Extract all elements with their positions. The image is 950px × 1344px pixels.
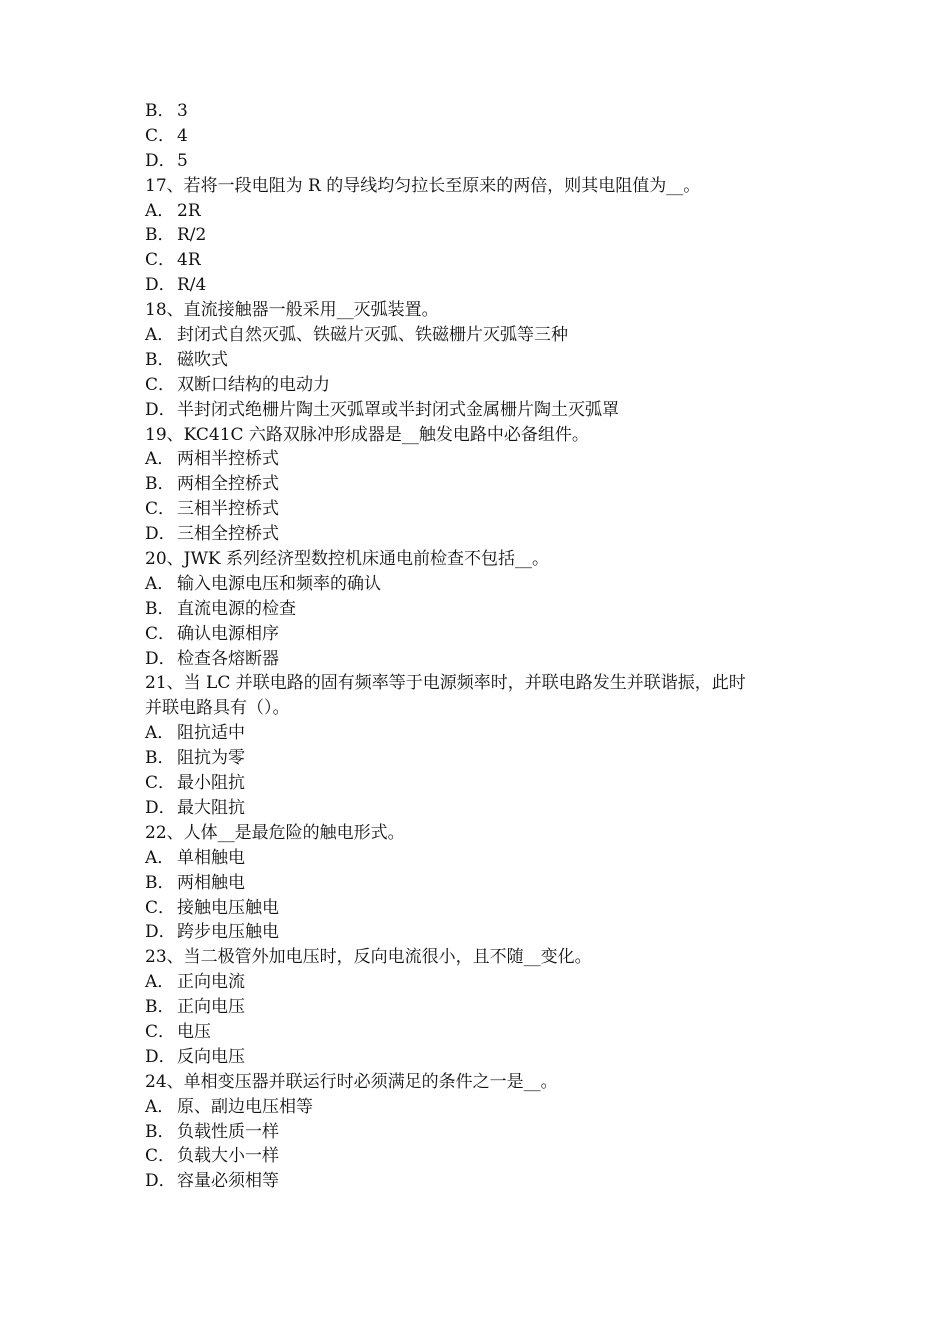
option-text: R/2 <box>177 225 207 246</box>
option-text: 电压 <box>177 1021 211 1042</box>
answer-option <box>145 746 825 771</box>
option-text: 封闭式自然灭弧、铁磁片灭弧、铁磁栅片灭弧等三种 <box>177 325 568 346</box>
answer-option <box>145 622 825 647</box>
option-letter: D． <box>145 922 176 943</box>
answer-option <box>145 597 825 622</box>
option-text: 4 <box>177 125 188 146</box>
option-letter: B． <box>145 1121 175 1142</box>
option-text: 原、副边电压相等 <box>177 1096 313 1117</box>
option-letter: B． <box>145 997 175 1018</box>
option-letter: D． <box>145 1046 176 1067</box>
question-text: 24、单相变压器并联运行时必须满足的条件之一是__。 <box>145 1071 558 1092</box>
answer-option <box>145 273 825 298</box>
option-letter: A． <box>145 573 175 594</box>
option-letter: A． <box>145 200 175 221</box>
option-text: 最大阻抗 <box>177 797 245 818</box>
answer-option <box>145 323 825 348</box>
option-text: 最小阻抗 <box>177 773 245 794</box>
option-letter: D． <box>145 150 176 171</box>
option-text: 2R <box>177 200 201 221</box>
option-text: 容量必须相等 <box>177 1171 279 1192</box>
option-text: 正向电压 <box>177 997 245 1018</box>
answer-option <box>145 1144 825 1169</box>
answer-option <box>145 373 825 398</box>
option-letter: B． <box>145 474 175 495</box>
option-text: 跨步电压触电 <box>177 922 279 943</box>
answer-option <box>145 995 825 1020</box>
option-letter: C． <box>145 1021 176 1042</box>
question-text: 22、人体__是最危险的触电形式。 <box>145 822 405 843</box>
option-letter: C． <box>145 125 176 146</box>
option-text: 阻抗为零 <box>177 748 245 769</box>
answer-option <box>145 647 825 672</box>
option-letter: A． <box>145 1096 175 1117</box>
answer-option <box>145 1095 825 1120</box>
option-text: 确认电源相序 <box>177 623 279 644</box>
option-letter: D． <box>145 648 176 669</box>
option-letter: D． <box>145 524 176 545</box>
answer-option <box>145 572 825 597</box>
option-letter: A． <box>145 847 175 868</box>
answer-option <box>145 124 825 149</box>
option-text: 双断口结构的电动力 <box>177 374 330 395</box>
answer-option <box>145 846 825 871</box>
option-text: 输入电源电压和频率的确认 <box>177 573 381 594</box>
option-letter: B． <box>145 225 175 246</box>
question-text: 21、当 LC 并联电路的固有频率等于电源频率时，并联电路发生并联谐振，此时 <box>145 673 746 694</box>
answer-option <box>145 771 825 796</box>
question-list <box>145 99 825 1194</box>
option-text: 三相半控桥式 <box>177 499 279 520</box>
option-letter: A． <box>145 723 175 744</box>
option-text: 三相全控桥式 <box>177 524 279 545</box>
answer-option <box>145 223 825 248</box>
answer-option <box>145 398 825 423</box>
option-text: 负载性质一样 <box>177 1121 279 1142</box>
option-text: 两相触电 <box>177 872 245 893</box>
option-text: 两相全控桥式 <box>177 474 279 495</box>
option-letter: B． <box>145 598 175 619</box>
option-text: 阻抗适中 <box>177 723 245 744</box>
option-letter: B． <box>145 101 175 121</box>
option-letter: C． <box>145 773 176 794</box>
option-text: 检查各熔断器 <box>177 648 279 669</box>
answer-option <box>145 721 825 746</box>
answer-option <box>145 522 825 547</box>
answer-option <box>145 447 825 472</box>
option-letter: B． <box>145 349 175 370</box>
answer-option <box>145 199 825 224</box>
option-letter: C． <box>145 250 176 271</box>
option-text: 4R <box>177 250 201 271</box>
option-text: 两相半控桥式 <box>177 449 279 470</box>
option-letter: C． <box>145 897 176 918</box>
answer-option <box>145 472 825 497</box>
option-letter: D． <box>145 797 176 818</box>
answer-option <box>145 1020 825 1045</box>
option-letter: A． <box>145 325 175 346</box>
option-text: 直流电源的检查 <box>177 598 296 619</box>
option-text: 单相触电 <box>177 847 245 868</box>
option-text: 接触电压触电 <box>177 897 279 918</box>
answer-option <box>145 497 825 522</box>
option-letter: D． <box>145 399 176 420</box>
option-text: 正向电流 <box>177 972 245 993</box>
question-text: 17、若将一段电阻为 R 的导线均匀拉长至原来的两倍，则其电阻值为__。 <box>145 175 701 196</box>
question-text: 20、JWK 系列经济型数控机床通电前检查不包括__。 <box>145 549 550 570</box>
answer-option <box>145 1045 825 1070</box>
question-text: 23、当二极管外加电压时，反向电流很小，且不随__变化。 <box>145 947 592 968</box>
option-letter: B． <box>145 748 175 769</box>
option-text: R/4 <box>177 275 207 296</box>
option-letter: D． <box>145 275 176 296</box>
option-letter: A． <box>145 972 175 993</box>
option-letter: C． <box>145 374 176 395</box>
option-letter: C． <box>145 1146 176 1167</box>
answer-option <box>145 896 825 921</box>
answer-option <box>145 248 825 273</box>
option-letter: C． <box>145 499 176 520</box>
option-letter: C． <box>145 623 176 644</box>
answer-option <box>145 920 825 945</box>
answer-option <box>145 871 825 896</box>
answer-option <box>145 149 825 174</box>
option-text: 3 <box>177 101 188 121</box>
question-text: 18、直流接触器一般采用__灭弧装置。 <box>145 300 439 321</box>
answer-option <box>145 348 825 373</box>
option-text: 磁吹式 <box>177 349 228 370</box>
option-letter: D． <box>145 1171 176 1192</box>
answer-option <box>145 796 825 821</box>
option-text: 反向电压 <box>177 1046 245 1067</box>
option-text: 半封闭式绝栅片陶土灭弧罩或半封闭式金属栅片陶土灭弧罩 <box>177 399 619 420</box>
option-text: 负载大小一样 <box>177 1146 279 1167</box>
answer-option <box>145 970 825 995</box>
answer-option <box>145 1120 825 1145</box>
option-letter: A． <box>145 449 175 470</box>
answer-option <box>145 1169 825 1194</box>
option-letter: B． <box>145 872 175 893</box>
question-text: 并联电路具有（）。 <box>145 698 290 719</box>
question-text: 19、KC41C 六路双脉冲形成器是__触发电路中必备组件。 <box>145 424 589 445</box>
answer-option <box>145 99 825 124</box>
option-text: 5 <box>177 150 188 171</box>
